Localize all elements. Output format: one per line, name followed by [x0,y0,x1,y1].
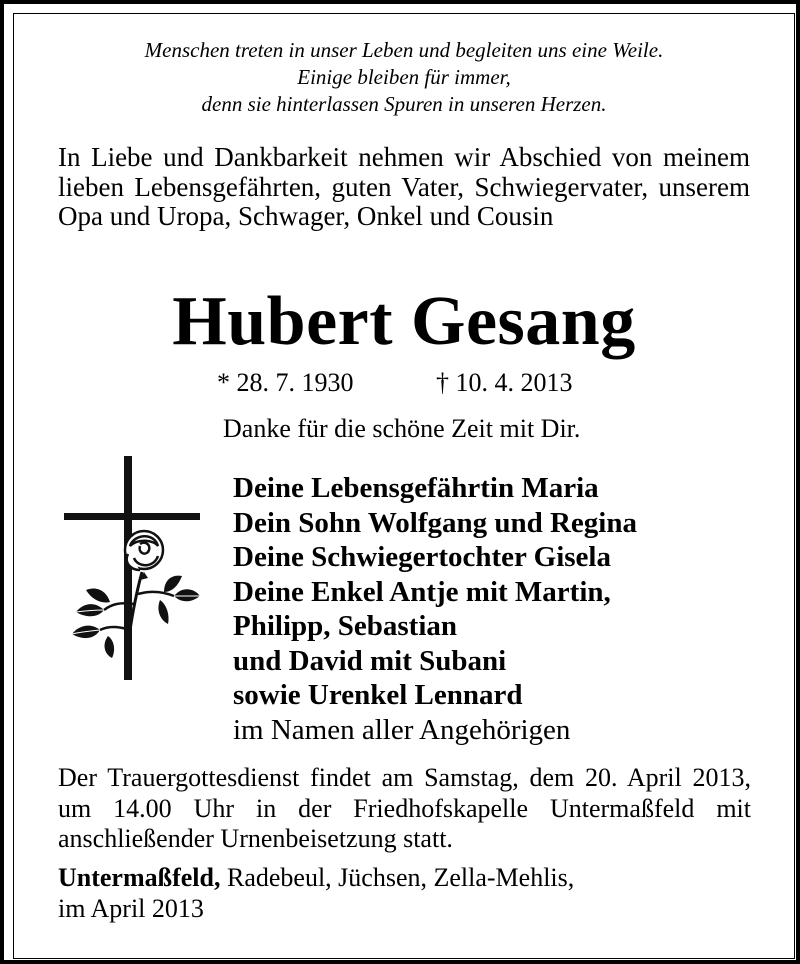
notice-date: im April 2013 [58,893,204,923]
mourner-line: Dein Sohn Wolfgang und Regina [233,506,637,539]
thanks-line: Danke für die schöne Zeit mit Dir. [223,414,581,443]
service-info: Der Trauergottesdienst findet am Samstag, dem 20. April 2013, um 14.00 Uhr in der Friedhofskapelle Untermaßfeld mit anschließender Urnenbeisetzung statt. [58,763,751,853]
mourner-line: und David mit Subani [233,644,507,677]
motto-line-1: Menschen treten in unser Leben und begleiten uns eine Weile. [144,38,664,62]
birth-date: * 28. 7. 1930 [217,368,354,397]
mourner-line: sowie Urenkel Lennard [233,679,523,711]
cross-with-rose-icon [60,454,206,686]
mourners-closing: im Namen aller Angehörigen [233,713,571,746]
intro-text: In Liebe und Dankbarkeit nehmen wir Abschied von meinem lieben Lebensgefährten, guten Vater, Schwiegervater, unserem Opa und Uropa, Schwager, Onkel und Cousin [58,142,750,231]
motto-line-2: Einige bleiben für immer, [297,65,511,89]
mourner-line: Philipp, Sebastian [233,610,458,642]
place-others: Radebeul, Jüchsen, Zella-Mehlis, [220,863,575,892]
death-date: † 10. 4. 2013 [436,368,573,397]
place-town: Untermaßfeld, [58,863,221,892]
mourner-line: Deine Enkel Antje mit Martin, [233,575,611,608]
mourner-line: Deine Lebensgefährtin Maria [233,472,599,504]
mourner-line: Deine Schwiegertochter Gisela [233,541,611,573]
motto-line-3: denn sie hinterlassen Spuren in unseren Herzen. [201,92,607,116]
motto [44,37,764,118]
place-and-date [58,863,751,924]
deceased-name: Hubert Gesang [172,283,636,360]
mourners-list [233,471,637,747]
